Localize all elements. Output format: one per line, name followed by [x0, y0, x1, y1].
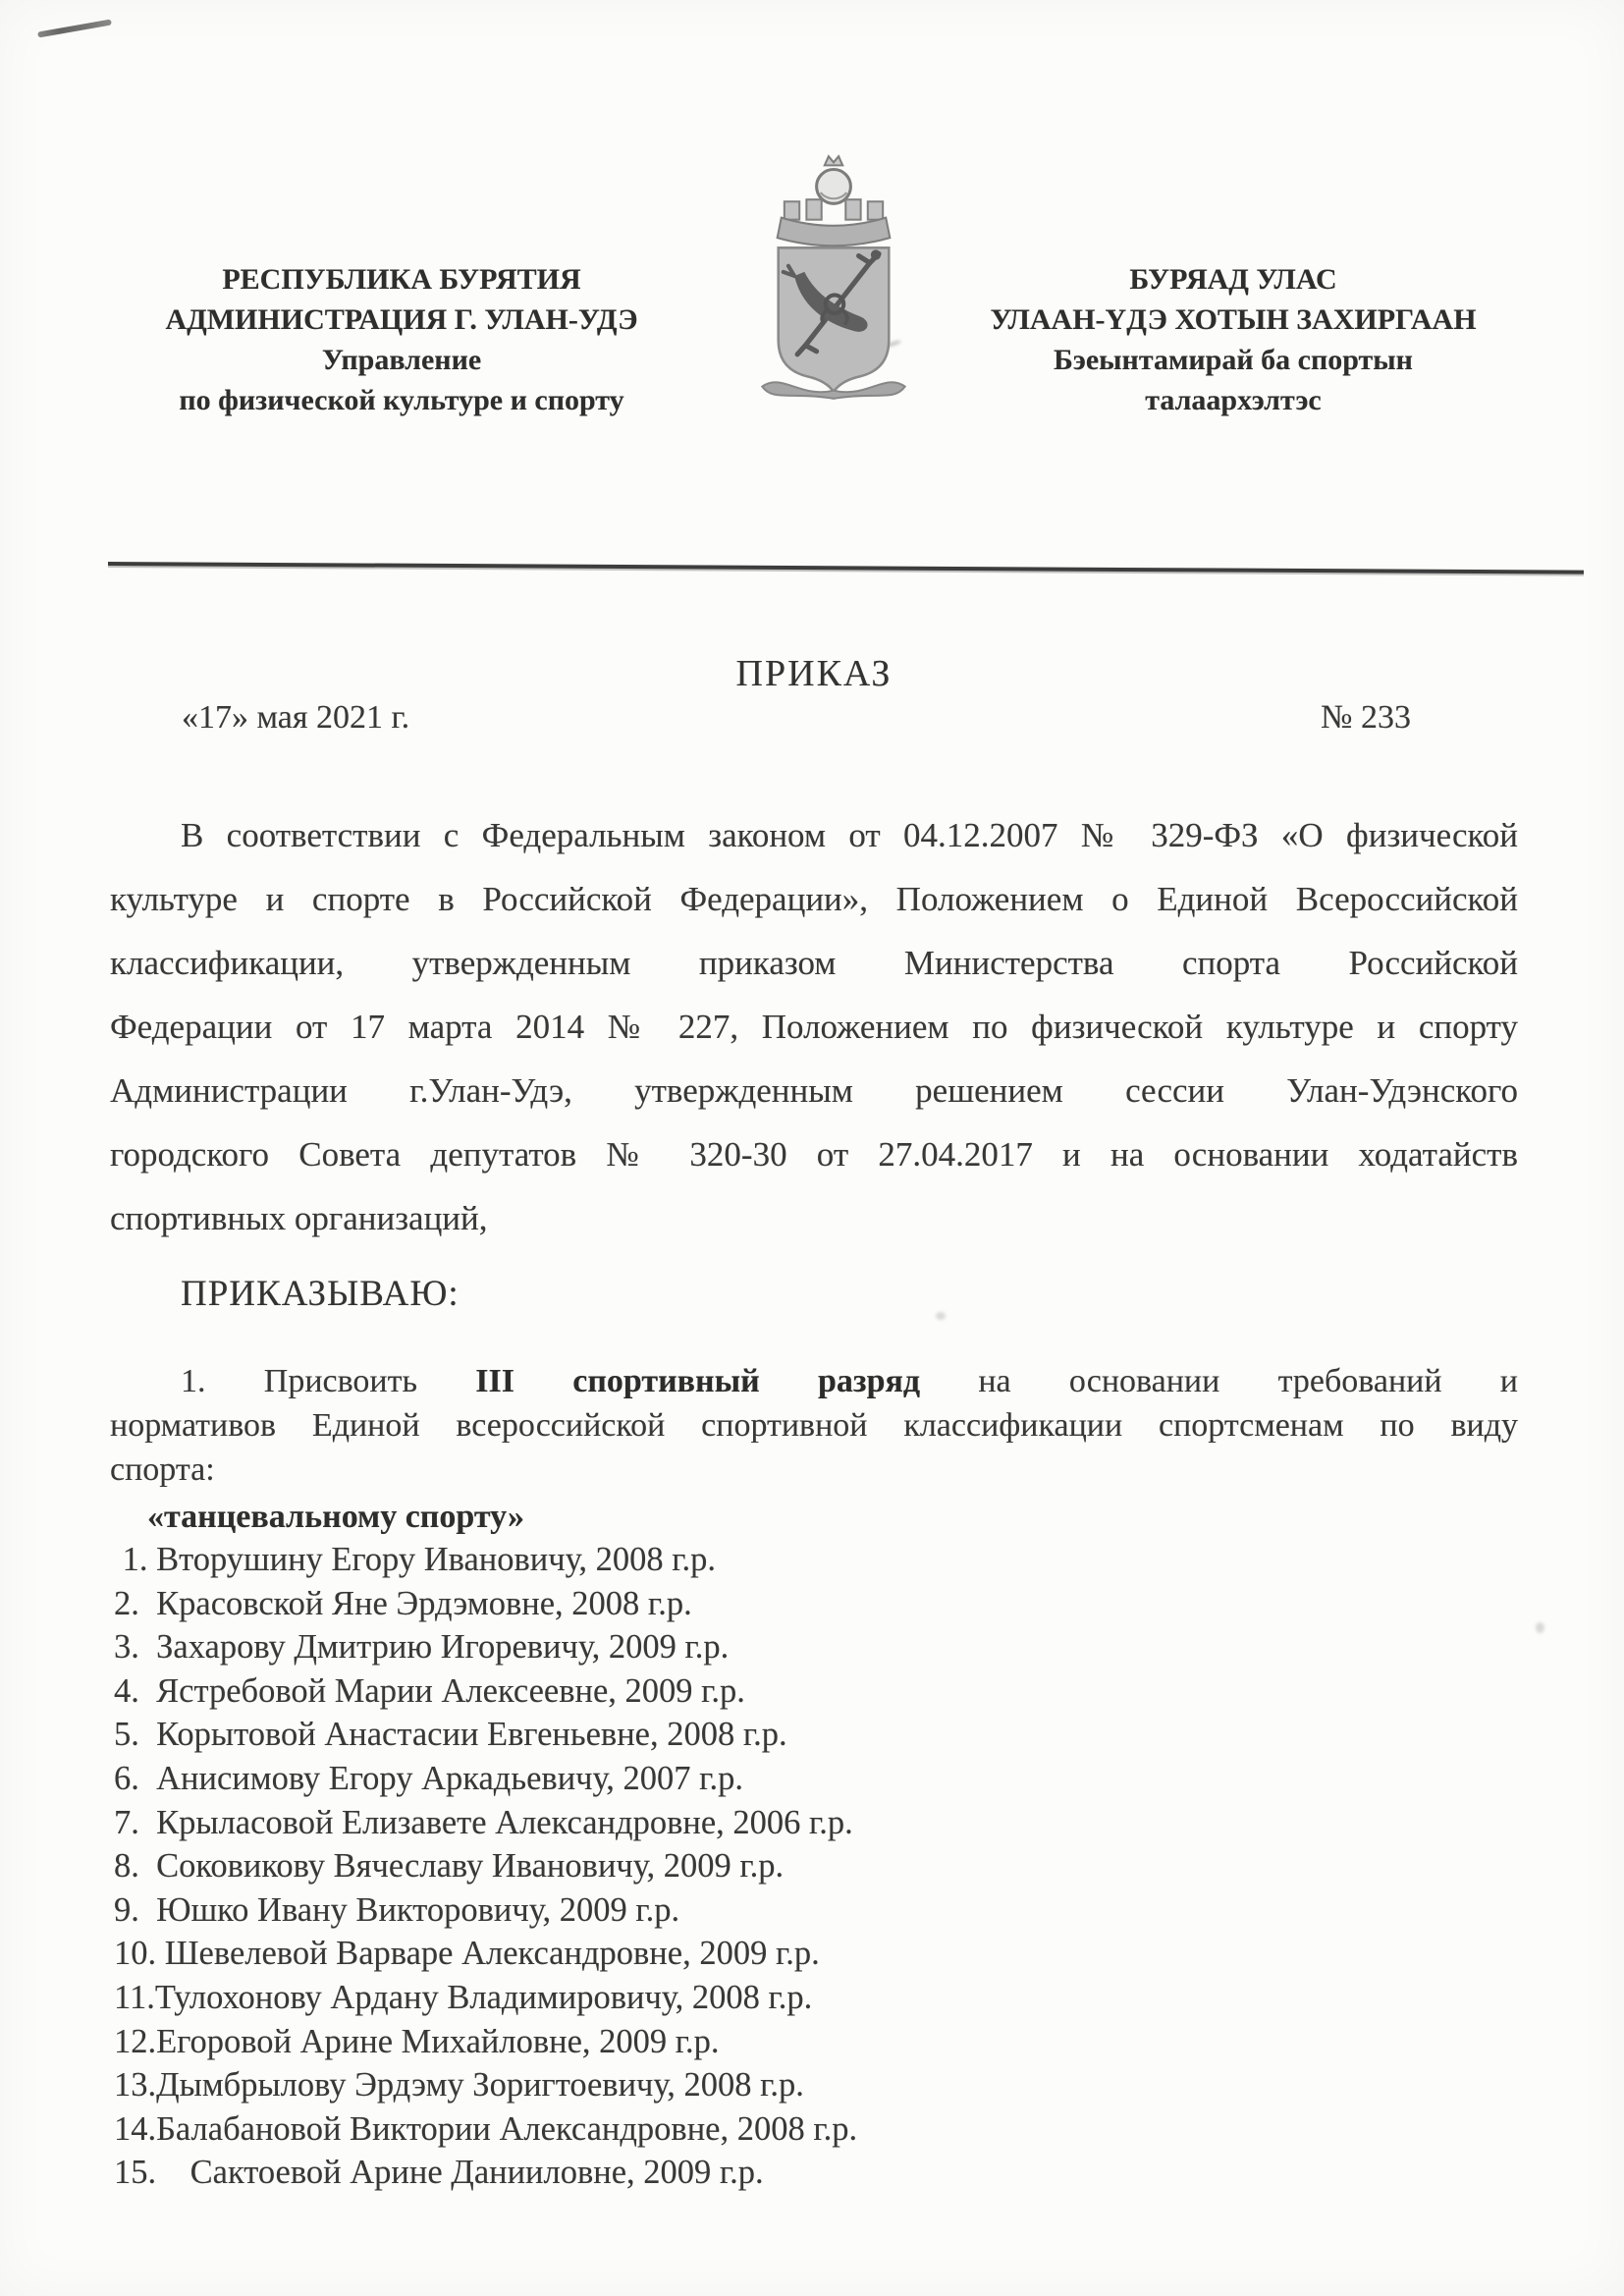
item-number: 1. — [181, 1363, 206, 1399]
list-item: 7. Крыласовой Елизавете Александровне, 2006 г.р. — [114, 1803, 853, 1841]
athletes-list — [114, 1538, 1522, 2195]
list-item: 5. Корытовой Анастасии Евгеньевне, 2008 г.р. — [114, 1716, 787, 1754]
org-line: Бэеынтамирай ба спортын — [1054, 344, 1413, 376]
order-number: № 233 — [1321, 699, 1411, 736]
list-item: 10. Шевелевой Варваре Александровне, 2009 г.р. — [114, 1935, 820, 1973]
list-item: 6. Анисимову Егору Аркадьевичу, 2007 г.р. — [114, 1759, 743, 1797]
list-item: 3. Захарову Дмитрию Игоревичу, 2009 г.р. — [114, 1628, 730, 1667]
order-item-line — [110, 1361, 1518, 1405]
ulan-ude-coat-of-arms-icon — [748, 149, 919, 403]
org-line: АДМИНИСТРАЦИЯ Г. УЛАН-УДЭ — [165, 303, 638, 336]
list-item: 15. Сактоевой Арине Данииловне, 2009 г.р. — [114, 2154, 764, 2192]
letterhead-divider — [108, 562, 1584, 574]
order-date: «17» мая 2021 г. — [182, 699, 410, 736]
order-item-line: нормативов Единой всероссийской спортивной классификации спортсменам по виду — [110, 1407, 1518, 1444]
list-item: 13.Дымбрылову Эрдэму Зоригтоевичу, 2008 г.р. — [114, 2066, 804, 2105]
order-item-line: спорта: — [110, 1451, 215, 1488]
org-line: БУРЯАД УЛАС — [1129, 263, 1337, 296]
scan-artifact — [37, 19, 112, 37]
org-line: РЕСПУБЛИКА БУРЯТИЯ — [222, 263, 581, 296]
list-item: 4. Ястребовой Марии Алексеевне, 2009 г.р. — [114, 1671, 745, 1710]
preamble-line: В соответствии с Федеральным законом от 04.12.2007 № 329-ФЗ «О физической — [181, 816, 1518, 854]
preamble-line: классификации, утвержденным приказом Министерства спорта Российской — [110, 944, 1518, 982]
list-item: 14.Балабановой Виктории Александровне, 2008 г.р. — [114, 2109, 858, 2148]
list-item: 12.Егоровой Арине Михайловне, 2009 г.р. — [114, 2022, 720, 2060]
preamble-line: культуре и спорте в Российской Федерации», Положением о Единой Всероссийской — [110, 880, 1518, 918]
preamble-line: Федерации от 17 марта 2014 № 227, Положением по физической культуре и спорту — [110, 1008, 1518, 1046]
preamble-line: спортивных организаций, — [110, 1199, 488, 1237]
preamble-line: Администрации г.Улан-Удэ, утвержденным решением сессии Улан-Удэнского — [110, 1071, 1518, 1110]
issuer-name-buryat — [919, 259, 1547, 420]
org-line: по физической культуре и спорту — [179, 384, 624, 416]
org-line: УЛААН-ҮДЭ ХОТЫН ЗАХИРГААН — [990, 303, 1477, 336]
preamble-line: городского Совета депутатов № 320-30 от 27.04.2017 и на основании ходатайств — [110, 1135, 1518, 1174]
list-item: 8. Соковикову Вячеславу Ивановичу, 2009 г.р. — [114, 1847, 785, 1886]
decree-word: ПРИКАЗЫВАЮ: — [181, 1274, 460, 1314]
issuer-name-russian — [96, 259, 707, 420]
order-item-1 — [110, 1361, 1518, 1494]
list-item: 11.Тулохонову Ардану Владимировичу, 2008 г.р. — [114, 1978, 813, 2016]
list-item: 1. Вторушину Егору Ивановичу, 2008 г.р. — [114, 1541, 717, 1578]
document-title: ПРИКАЗ — [735, 653, 893, 694]
list-item: 9. Юшко Ивану Викторовичу, 2009 г.р. — [114, 1890, 680, 1929]
item-text: Присвоить — [263, 1363, 417, 1399]
org-line: талаархэлтэс — [1145, 384, 1322, 416]
item-text: на основании требований и — [978, 1363, 1518, 1399]
sport-discipline-label: «танцевальному спорту» — [147, 1499, 524, 1535]
scan-artifact — [1536, 1622, 1544, 1633]
preamble-paragraph — [110, 811, 1518, 1258]
org-line: Управление — [321, 344, 482, 376]
list-item: 2. Красовской Яне Эрдэмовне, 2008 г.р. — [114, 1584, 692, 1622]
item-bold-text: III спортивный разряд — [475, 1363, 921, 1399]
